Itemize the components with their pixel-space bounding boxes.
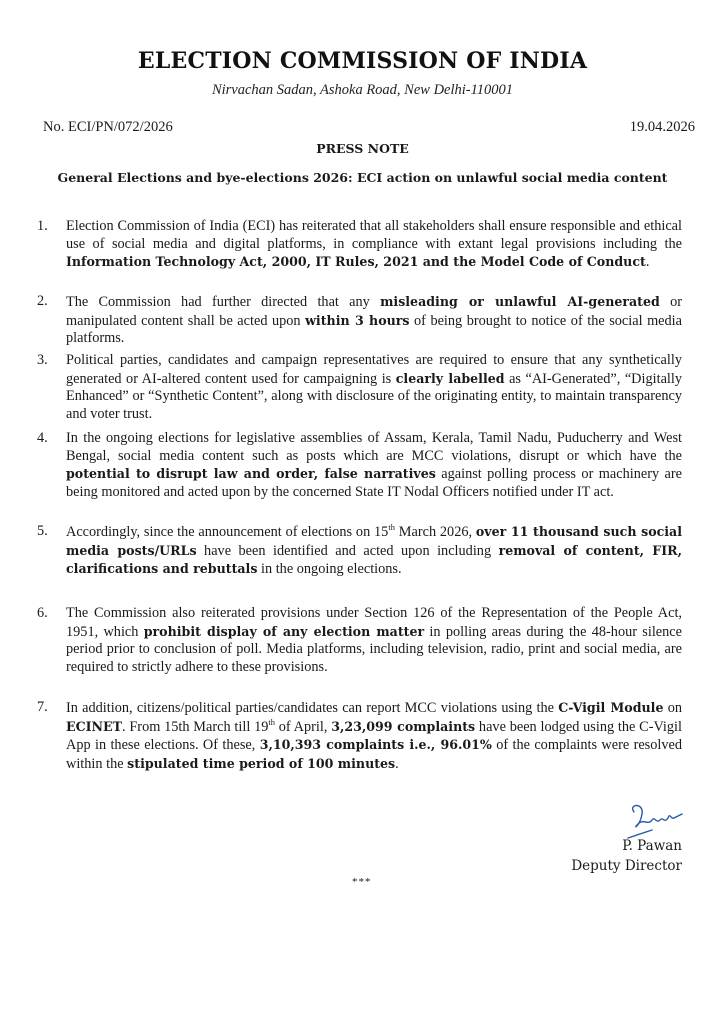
text-segment: in polling areas during the 48-hour silence period prior to conclusion of poll. Media platforms, including television, radio, print and social media, are required to strictly adhere to these provisions. [66, 623, 682, 675]
text-segment: have been lodged using the C-Vigil App in these elections. Of these, [66, 718, 682, 754]
signatory-designation: Deputy Director [571, 858, 682, 874]
bold-emphasis: potential to disrupt law and order, false narratives [66, 466, 436, 482]
text-segment: In the ongoing elections for legislative assemblies of Assam, Kerala, Tamil Nadu, Puducherry and West Bengal, social media content such as posts which are MCC violations, disrupt or which have the [66, 430, 682, 464]
text-segment: against polling process or machinery are being monitored and acted upon by the concerned State IT Nodal Officers notified under IT act. [66, 466, 682, 500]
text-segment: of being brought to notice of the social media platforms. [66, 312, 682, 347]
bold-emphasis: C-Vigil Module [558, 700, 664, 715]
text-segment: of April, [275, 718, 332, 735]
end-marker: *** [352, 876, 372, 888]
paragraph-7 [37, 699, 682, 773]
bold-emphasis: stipulated time period of 100 minutes [127, 755, 396, 771]
organization-address: Nirvachan Sadan, Ashoka Road, New Delhi-110001 [211, 82, 514, 98]
paragraph-3 [37, 352, 682, 423]
bold-emphasis: clearly labelled [395, 370, 505, 386]
superscript: th [268, 716, 275, 727]
paragraph-text [66, 293, 682, 348]
bold-emphasis: within 3 hours [305, 312, 410, 328]
bold-emphasis: prohibit display of any election matter [143, 623, 425, 639]
bold-emphasis: removal of content, FIR, clarifications and rebuttals [66, 542, 682, 577]
paragraph-number: 3. [37, 352, 48, 368]
bold-emphasis: 3,23,099 complaints [331, 718, 476, 734]
organization-title: ELECTION COMMISSION OF INDIA [137, 48, 588, 74]
text-segment: as “AI-Generated”, “Digitally Enhanced” or “Synthetic Content”, along with disclosure of the originating entity, to maintain transparency and voter trust. [66, 370, 683, 422]
text-segment: Election Commission of India (ECI) has reiterated that all stakeholders shall ensure responsible and ethical use of social media and digital platforms, in compliance with extant legal provisions including the [66, 218, 682, 252]
paragraph-number: 5. [37, 523, 48, 539]
bold-emphasis: 3,10,393 complaints i.e., 96.01% [259, 737, 492, 753]
text-segment: In addition, citizens/political parties/candidates can report MCC violations using the [66, 700, 559, 716]
text-segment: . From 15th March till 19 [122, 718, 269, 735]
bold-emphasis: Information Technology Act, 2000, IT Rules, 2021 and the Model Code of Conduct [66, 254, 646, 270]
paragraph-number: 1. [37, 218, 48, 234]
paragraph-text [66, 523, 682, 579]
paragraph-6 [37, 605, 682, 676]
text-segment: or manipulated content shall be acted upon [66, 294, 683, 329]
text-segment: in the ongoing elections. [257, 561, 402, 578]
bold-emphasis: ECINET [66, 718, 122, 734]
text-segment: . [645, 254, 650, 271]
document-type-heading: PRESS NOTE [316, 141, 409, 156]
text-segment: Accordingly, since the announcement of elections on 15 [66, 524, 389, 540]
paragraph-text [66, 430, 682, 501]
paragraph-5 [37, 523, 682, 579]
paragraph-text [66, 218, 682, 272]
paragraph-4 [37, 430, 682, 501]
paragraph-text [66, 352, 682, 423]
bold-emphasis: over 11 thousand such social media posts/URLs [66, 524, 682, 558]
text-segment: The Commission also reiterated provisions under Section 126 of the Representation of the People Act, 1951, which [66, 605, 682, 640]
text-segment: of the complaints were resolved within the [66, 737, 682, 772]
paragraph-number: 6. [37, 605, 48, 621]
paragraph-number: 4. [37, 430, 48, 446]
paragraph-number: 2. [37, 293, 48, 309]
paragraph-1 [37, 218, 682, 272]
superscript: th [388, 522, 395, 532]
text-segment: on [663, 700, 683, 716]
paragraph-text [66, 699, 682, 773]
text-segment: . [395, 755, 399, 772]
signatory-name: P. Pawan [622, 838, 682, 854]
subject-heading: General Elections and bye-elections 2026: ECI action on unlawful social media content [57, 170, 668, 185]
text-segment: The Commission had further directed that any [66, 294, 381, 310]
reference-number: No. ECI/PN/072/2026 [43, 119, 173, 135]
bold-emphasis: misleading or unlawful AI-generated [380, 294, 660, 309]
paragraph-text [66, 605, 682, 676]
text-segment: have been identified and acted upon including [196, 542, 499, 559]
paragraph-number: 7. [37, 699, 48, 715]
paragraph-2 [37, 293, 682, 348]
document-date: 19.04.2026 [629, 119, 695, 135]
text-segment: March 2026, [394, 524, 476, 540]
text-segment: Political parties, candidates and campaign representatives are required to ensure that any synthetically generated or AI-altered content used for campaigning is [66, 352, 682, 387]
